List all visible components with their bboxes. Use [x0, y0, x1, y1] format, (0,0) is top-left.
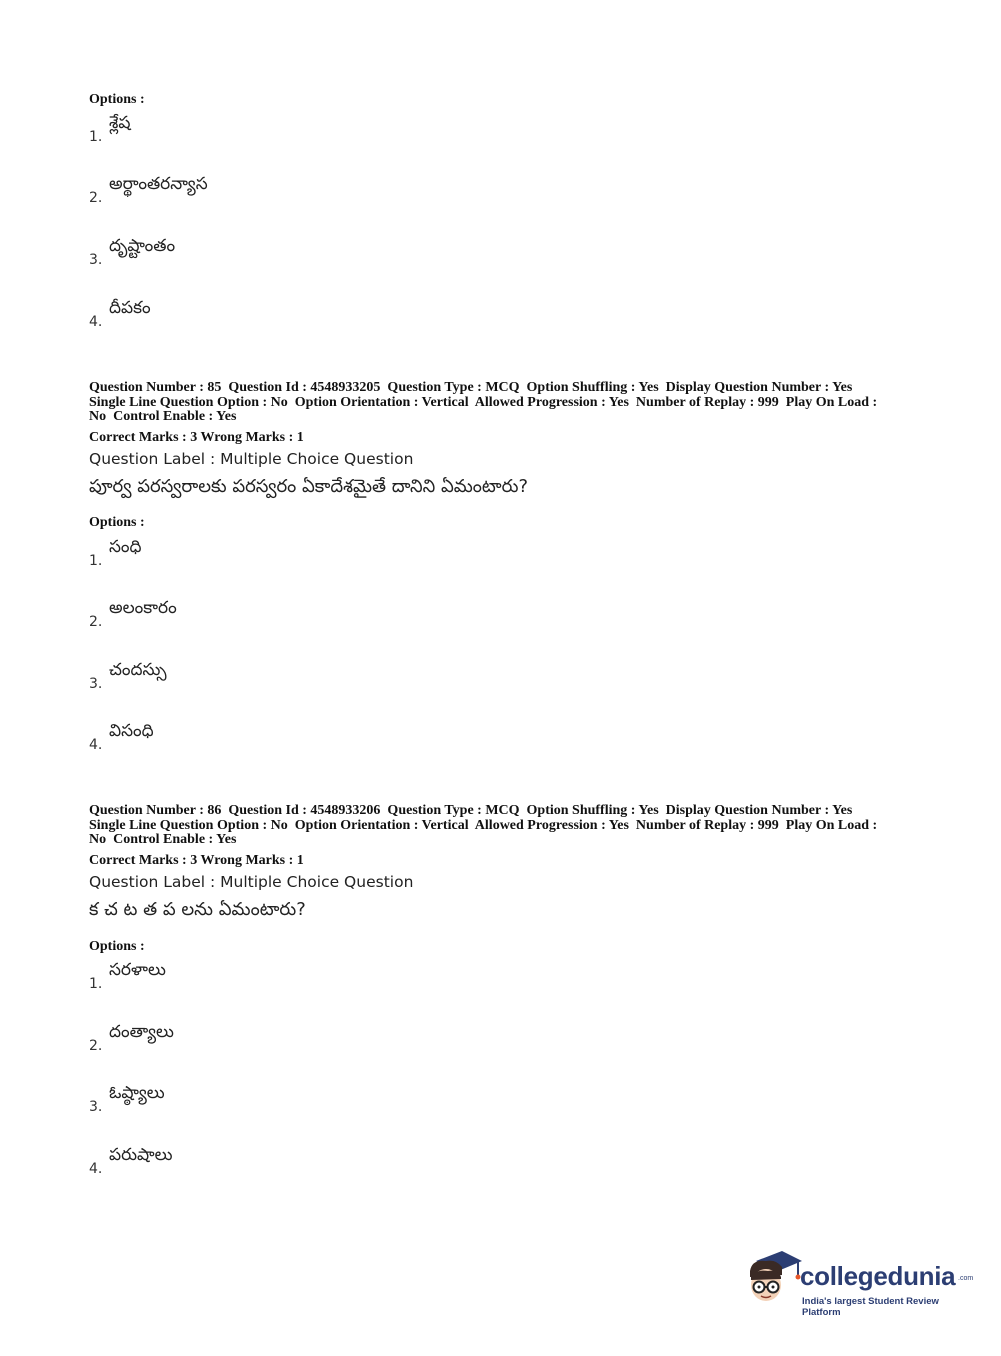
option-text: చందస్సు	[109, 660, 167, 680]
question-marks: Correct Marks : 3 Wrong Marks : 1	[89, 429, 304, 445]
option-number: 2.	[89, 1038, 103, 1054]
options-heading: Options :	[89, 515, 145, 530]
option-number: 1.	[89, 976, 103, 992]
option-number: 1.	[89, 553, 103, 569]
option-text: ఓష్ఠ్యాలు	[109, 1083, 165, 1103]
option-text: విసంధి	[109, 721, 154, 741]
option-item[interactable]	[89, 1022, 489, 1062]
question-meta-line: Question Number : 86 Question Id : 4548933206 Question Type : MCQ Option Shuffling : Yes Display Question Number : Yes	[89, 803, 853, 818]
question-meta-line: Single Line Question Option : No Option Orientation : Vertical Allowed Progression : Yes Number of Replay : 999 Play On Load :	[89, 817, 878, 833]
option-text: దృష్టాంతం	[109, 236, 176, 256]
question-text: పూర్వ పరస్వరాలకు పరస్వరం ఏకాదేశమైతే దానిని ఏమంటారు?	[89, 475, 529, 497]
option-number: 4.	[89, 1161, 103, 1177]
option-number: 4.	[89, 314, 103, 330]
option-item[interactable]	[89, 236, 489, 276]
options-heading: Options :	[89, 92, 145, 107]
option-item[interactable]	[89, 598, 489, 638]
option-number: 2.	[89, 190, 103, 206]
question-label: Question Label : Multiple Choice Question	[89, 449, 414, 468]
option-text: దంత్యాలు	[109, 1022, 174, 1042]
option-text: అర్థాంతరన్యాస	[109, 174, 208, 194]
option-text: శ్లేష	[109, 113, 131, 133]
question-meta-line: No Control Enable : Yes	[89, 832, 237, 847]
option-number: 3.	[89, 1099, 103, 1115]
option-number: 4.	[89, 737, 103, 753]
option-item[interactable]	[89, 721, 489, 761]
option-item[interactable]	[89, 298, 489, 338]
mascot-icon	[742, 1247, 804, 1311]
option-item[interactable]	[89, 660, 489, 700]
collegedunia-logo[interactable]	[742, 1245, 974, 1318]
option-number: 3.	[89, 252, 103, 268]
option-item[interactable]	[89, 1145, 489, 1185]
question-85-header	[89, 381, 919, 499]
option-text: సరళాలు	[109, 960, 166, 980]
option-text: సంధి	[109, 537, 142, 557]
question-86-header	[89, 804, 919, 922]
option-item[interactable]	[89, 960, 489, 1000]
option-item[interactable]	[89, 1083, 489, 1123]
question-text: క చ ట త ప లను ఏమంటారు?	[89, 898, 306, 920]
option-number: 2.	[89, 614, 103, 630]
option-number: 1.	[89, 129, 103, 145]
option-item[interactable]	[89, 537, 489, 577]
option-item[interactable]	[89, 174, 489, 214]
question-meta-line: Question Number : 85 Question Id : 4548933205 Question Type : MCQ Option Shuffling : Yes Display Question Number : Yes	[89, 380, 853, 395]
brand-name: collegedunia	[800, 1261, 956, 1291]
question-label: Question Label : Multiple Choice Question	[89, 872, 414, 891]
brand-tagline: India's largest Student Review Platform	[802, 1296, 939, 1318]
brand-domain: .com	[958, 1275, 974, 1282]
question-meta-line: Single Line Question Option : No Option Orientation : Vertical Allowed Progression : Yes Number of Replay : 999 Play On Load :	[89, 394, 878, 410]
options-heading: Options :	[89, 939, 145, 954]
option-text: అలంకారం	[109, 598, 177, 618]
option-number: 3.	[89, 676, 103, 692]
question-meta-line: No Control Enable : Yes	[89, 409, 237, 424]
option-text: దీపకం	[109, 298, 151, 318]
question-marks: Correct Marks : 3 Wrong Marks : 1	[89, 852, 304, 868]
option-item[interactable]	[89, 113, 489, 153]
option-text: పరుషాలు	[109, 1145, 173, 1165]
